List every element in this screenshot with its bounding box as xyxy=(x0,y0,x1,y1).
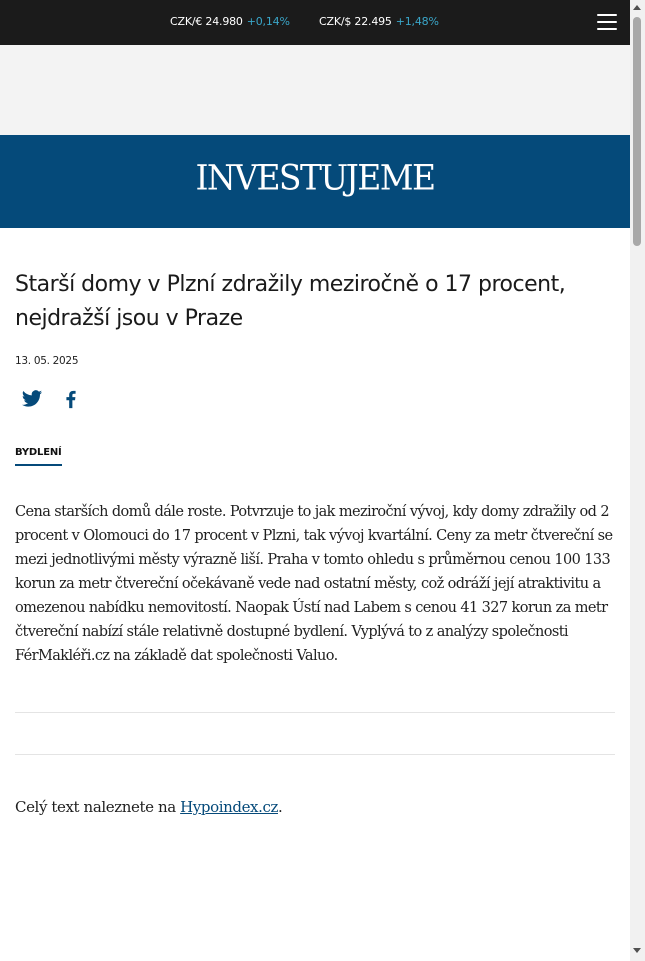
category-tag[interactable]: BYDLENÍ xyxy=(15,447,62,466)
ticker-usd[interactable] xyxy=(319,15,439,28)
ticker-eur-label: CZK/€ 24.980 xyxy=(170,15,243,28)
scrollbar-thumb[interactable] xyxy=(633,17,641,246)
hypoindex-link[interactable]: Hypoindex.cz xyxy=(180,798,278,816)
ticker-eur[interactable] xyxy=(170,15,290,28)
fulltext-prefix: Celý text naleznete na xyxy=(15,798,181,816)
ticker-usd-change: +1,48% xyxy=(395,15,439,28)
fulltext-suffix: . xyxy=(277,798,283,816)
article-title: Starší domy v Plzní zdražily meziročně o 17 procent, nejdražší jsou v Praze xyxy=(15,272,566,331)
scroll-up-arrow-icon[interactable] xyxy=(633,5,641,10)
article-date: 13. 05. 2025 xyxy=(15,355,79,367)
facebook-icon[interactable] xyxy=(60,388,82,410)
ticker-bar xyxy=(0,0,630,45)
site-logo[interactable]: INVESTUJEME xyxy=(195,157,435,198)
hamburger-icon[interactable] xyxy=(597,14,617,31)
ticker-eur-change: +0,14% xyxy=(246,15,290,28)
twitter-icon[interactable] xyxy=(21,388,43,410)
divider xyxy=(15,754,615,755)
brand-header xyxy=(0,135,630,228)
scroll-down-arrow-icon[interactable] xyxy=(633,948,641,953)
divider xyxy=(15,712,615,713)
fulltext-note xyxy=(15,795,282,819)
article-body: Cena starších domů dále roste. Potvrzuje to jak meziroční vývoj, kdy domy zdražily od 2 procent v Olomouci do 17 procent v Plzni, tak vývoj kvartální. Ceny za metr čtvereční se mezi jednotlivými městy výrazně liší. Praha v tomto ohledu s průměrnou cenou 100 133 korun za metr čtvereční očekávaně vede nad ostatní městy, což odráží její atraktivitu a omezenou nabídku nemovitostí. Naopak Ústí nad Labem s cenou 41 327 korun za metr čtvereční nabízí stále relativně dostupné bydlení. Vyplývá to z analýzy společnosti FérMakléři.cz na základě dat společnosti Valuo. xyxy=(15,504,613,664)
ticker-usd-label: CZK/$ 22.495 xyxy=(319,15,392,28)
scrollbar[interactable] xyxy=(630,0,645,961)
ad-space xyxy=(0,45,630,135)
